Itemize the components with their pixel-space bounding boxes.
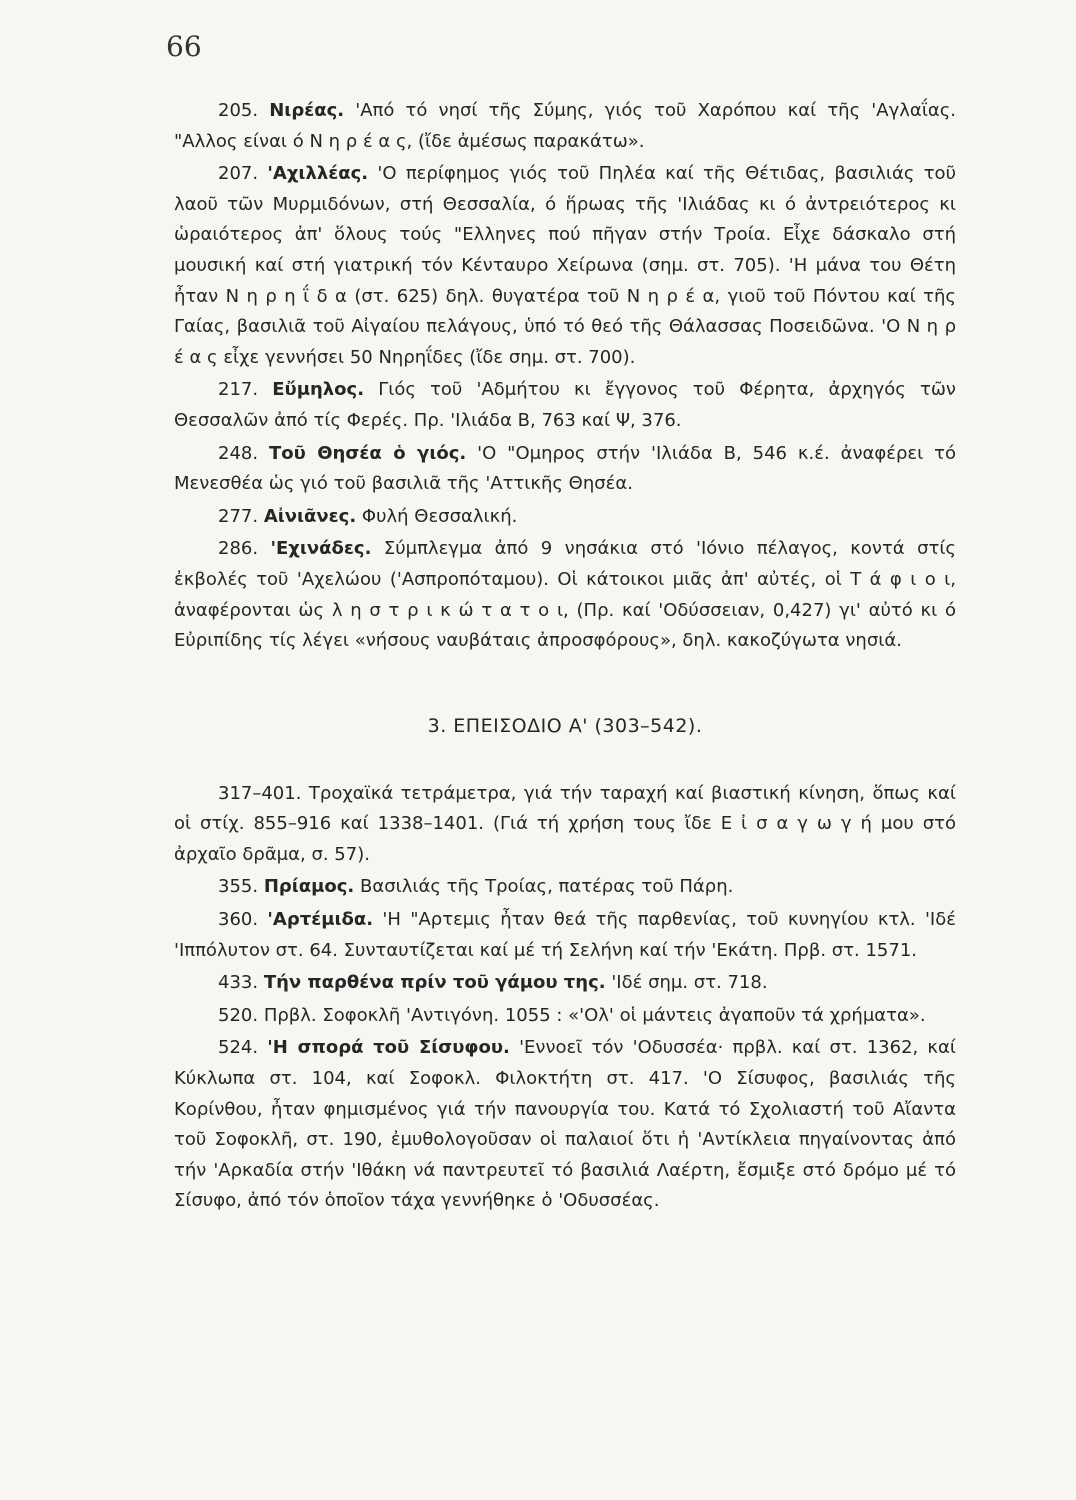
note-277: [174, 502, 956, 533]
note-text: 'Ο περίφημος γιός τοῦ Πηλέα καί τῆς Θέτιδας, βασιλιάς τοῦ λαοῦ τῶν Μυρμιδόνων, στή Θεσσαλία, ό ἥρωας τῆς 'Ιλιάδας κι ό ἀντρειότερος κι ὡραιότερος ἀπ' ὅλους τούς "Ελληνες πού πῆγαν στήν Τροία. Εἶχε δάσκαλο στή μουσική καί στή γιατρική τόν Κένταυρο Χείρωνα (σημ. στ. 705). 'Η μάνα του Θέτη ἦταν Ν η ρ η ΐ δ α (στ. 625) δηλ. θυγατέρα τοῦ Ν η ρ έ α, γιοῦ τοῦ Πόντου καί τῆς Γαίας, βασιλιᾶ τοῦ Αἰγαίου πελάγους, ὑπό τό θεό τῆς Θάλασσας Ποσειδῶνα. 'Ο Ν η ρ έ α ς εἶχε γεννήσει 50 Νηρηΐδες (ἴδε σημ. στ. 700).: [174, 163, 956, 368]
note-number: 317–401.: [218, 782, 302, 804]
note-lemma: 'Η σπορά τοῦ Σίσυφου.: [267, 1037, 510, 1059]
note-text: Βασιλιάς τῆς Τροίας, πατέρας τοῦ Πάρη.: [360, 876, 734, 898]
note-286: [174, 534, 956, 656]
note-lemma: 'Εχινάδες.: [270, 538, 372, 560]
notes-list: [174, 96, 956, 1219]
note-number: 524.: [218, 1037, 259, 1059]
note-217: [174, 375, 956, 436]
note-text: 'Η "Αρτεμις ἦταν θεά τῆς παρθενίας, τοῦ κυνηγίου κτλ. 'Ιδέ 'Ιππόλυτον στ. 64. Συνταυτίζεται καί μέ τή Σελήνη καί τήν 'Εκάτη. Πρβ. στ. 1571.: [174, 909, 956, 961]
note-text: Γιός τοῦ 'Αδμήτου κι ἔγγονος τοῦ Φέρητα, ἀρχηγός τῶν Θεσσαλῶν ἀπό τίς Φερές. Πρ. 'Ιλιάδα Β, 763 καί Ψ, 376.: [174, 379, 956, 431]
note-248: [174, 439, 956, 500]
note-lemma: Αἰνιᾶνες.: [263, 505, 357, 527]
note-317-401: [174, 779, 956, 871]
note-lemma: 'Αχιλλέας.: [267, 163, 369, 185]
note-lemma: 'Αρτέμιδα.: [267, 909, 374, 931]
page-number: 66: [166, 30, 202, 63]
note-number: 520.: [218, 1004, 259, 1026]
note-207: [174, 159, 956, 373]
note-number: 433.: [218, 972, 259, 994]
note-lemma: Εὔμηλος.: [272, 379, 365, 401]
note-lemma: Τήν παρθένα πρίν τοῦ γάμου της.: [263, 972, 606, 994]
note-lemma: Τοῦ Θησέα ὁ γιός.: [269, 442, 467, 464]
note-number: 355.: [218, 876, 259, 898]
note-number: 207.: [218, 163, 259, 185]
note-lemma: Νιρέας.: [269, 100, 345, 121]
note-520: [174, 1001, 956, 1032]
note-lemma: Πρίαμος.: [263, 876, 355, 898]
note-number: 217.: [218, 379, 259, 401]
section-title: 3. ΕΠΕΙΣΟΔΙΟ Α' (303–542).: [427, 714, 703, 737]
note-360: [174, 905, 956, 966]
note-text: 'Εννοεῖ τόν 'Οδυσσέα· πρβλ. καί στ. 1362, καί Κύκλωπα στ. 104, καί Σοφοκλ. Φιλοκτήτη στ. 417. 'Ο Σίσυφος, βασιλιάς τῆς Κορίνθου, ἦταν φημισμένος γιά τήν πανουργία του. Κατά τό Σχολιαστή τοῦ Αἴαντα τοῦ Σοφοκλῆ, στ. 190, ἐμυθολογοῦσαν οἱ παλαιοί ὅτι ἡ 'Αντίκλεια πηγαίνοντας ἀπό τήν 'Αρκαδία στήν 'Ιθάκη νά παντρευτεῖ τό βασιλιά Λαέρτη, ἔσμιξε στό δρόμο μέ τό Σίσυφο, ἀπό τόν ὁποῖον τάχα γεννήθηκε ὁ 'Οδυσσέας.: [174, 1037, 956, 1212]
note-number: 286.: [218, 538, 259, 560]
note-number: 277.: [218, 505, 259, 527]
note-355: [174, 872, 956, 903]
note-text: 'Από τό νησί τῆς Σύμης, γιός τοῦ Χαρόπου καί τῆς 'Αγλαΐας. "Αλλος είναι ό Ν η ρ έ α ς, (ἴδε ἀμέσως παρακάτω».: [174, 100, 956, 152]
note-524: [174, 1033, 956, 1217]
note-text: 'Ιδέ σημ. στ. 718.: [611, 972, 768, 994]
note-text: Φυλή Θεσσαλική.: [361, 505, 518, 527]
note-433: [174, 968, 956, 999]
note-text: 'Ο "Ομηρος στήν 'Ιλιάδα Β, 546 κ.έ. ἀναφέρει τό Μενεσθέα ὡς γιό τοῦ βασιλιᾶ τῆς 'Αττικῆς Θησέα.: [174, 442, 957, 495]
note-205: [174, 96, 956, 157]
note-text: Τροχαϊκά τετράμετρα, γιά τήν ταραχή καί βιαστική κίνηση, ὅπως καί οἱ στίχ. 855–916 καί 1338–1401. (Γιά τή χρήση τους ἴδε Ε ἰ σ α γ ω γ ή μου στό ἀρχαῖο δρᾶμα, σ. 57).: [174, 782, 956, 865]
note-number: 248.: [218, 442, 259, 464]
note-number: 205.: [218, 100, 259, 121]
note-text: Σύμπλεγμα ἀπό 9 νησάκια στό 'Ιόνιο πέλαγος, κοντά στίς ἐκβολές τοῦ 'Αχελώου ('Ασπροπόταμου). Οἱ κάτοικοι μιᾶς ἀπ' αὐτές, οἱ Τ ά φ ι ο ι, ἀναφέρονται ὡς λ η σ τ ρ ι κ ώ τ α τ ο ι, (Πρ. καί 'Οδύσσειαν, 0,427) γι' αὐτό κι ό Εὐριπίδης τίς λέγει «νήσους ναυβάταις ἀπροσφόρους», δηλ. κακοζύγωτα νησιά.: [174, 538, 956, 652]
note-text: Πρβλ. Σοφοκλῆ 'Αντιγόνη. 1055 : «'Ολ' οἱ μάντεις ἀγαποῦν τά χρήματα».: [263, 1004, 926, 1026]
note-number: 360.: [218, 909, 259, 931]
